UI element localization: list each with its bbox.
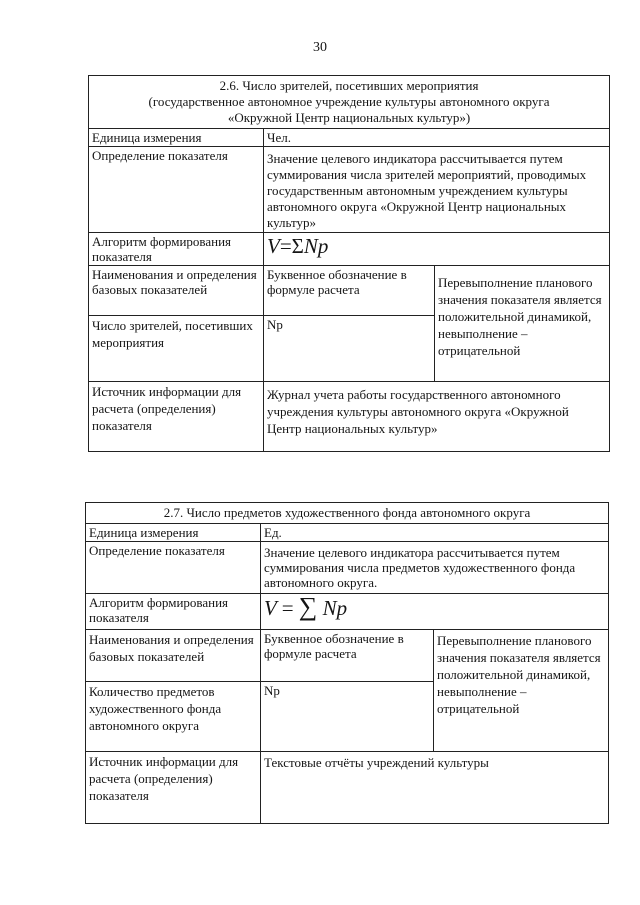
evaluation-note: Перевыполнение планового значения показателя является положительной динамикой, невыполнение – отрицательной	[434, 630, 609, 752]
unit-row	[86, 524, 609, 542]
source-value: Текстовые отчёты учреждений культуры	[261, 752, 609, 824]
title-line: «Окружной Центр национальных культур»)	[227, 110, 471, 125]
unit-value: Ед.	[261, 524, 609, 542]
table-title-row	[86, 503, 609, 524]
unit-label: Единица измерения	[89, 129, 264, 147]
formula-lhs: V	[267, 234, 280, 258]
definition-row	[86, 542, 609, 594]
title-line: 2.7. Число предметов художественного фонда автономного округа	[163, 505, 531, 520]
unit-value: Чел.	[264, 129, 610, 147]
algorithm-row	[89, 233, 610, 266]
base-name: Число зрителей, посетивших мероприятия	[89, 316, 264, 382]
indicator-table-2-6	[88, 75, 610, 452]
page-number: 30	[313, 40, 327, 55]
source-label: Источник информации для расчета (определения) показателя	[89, 382, 264, 452]
table-title-row	[89, 76, 610, 129]
base-letter: Np	[261, 682, 434, 752]
table-title	[89, 76, 610, 129]
source-row	[86, 752, 609, 824]
base-letter: Np	[264, 316, 435, 382]
formula-sigma: Σ	[291, 234, 304, 258]
algorithm-label: Алгоритм формирования показателя	[89, 233, 264, 266]
base-row	[89, 266, 610, 316]
formula-sigma: ∑	[298, 592, 318, 621]
indicator-table-2-7	[85, 502, 609, 824]
source-row	[89, 382, 610, 452]
unit-label: Единица измерения	[86, 524, 261, 542]
source-value: Журнал учета работы государственного автономного учреждения культуры автономного округа «Окружной Центр национальных культур»	[264, 382, 610, 452]
formula-lhs: V	[264, 596, 277, 620]
evaluation-note: Перевыполнение планового значения показателя является положительной динамикой, невыполнение – отрицательной	[435, 266, 610, 382]
unit-row	[89, 129, 610, 147]
formula-eq: =	[279, 234, 292, 258]
definition-label: Определение показателя	[89, 147, 264, 233]
base-name: Количество предметов художественного фонда автономного округа	[86, 682, 261, 752]
definition-row	[89, 147, 610, 233]
base-row	[86, 630, 609, 682]
title-line: (государственное автономное учреждение культуры автономного округа	[148, 94, 550, 109]
definition-label: Определение показателя	[86, 542, 261, 594]
source-label: Источник информации для расчета (определения) показателя	[86, 752, 261, 824]
formula	[267, 234, 328, 258]
letter-label: Буквенное обозначение в формуле расчета	[261, 630, 434, 682]
formula	[264, 592, 348, 621]
base-label: Наименования и определения базовых показателей	[89, 266, 264, 316]
table-title	[86, 503, 609, 524]
formula-cell	[264, 233, 610, 266]
formula-eq: =	[281, 596, 294, 620]
definition-value: Значение целевого индикатора рассчитывается путем суммирования числа зрителей мероприятий, проводимых государственным автономным учреждением культуры автономного округа «Окружной Центр национальных культур»	[264, 147, 610, 233]
definition-value: Значение целевого индикатора рассчитывается путем суммирования числа предметов художественного фонда автономного округа.	[261, 542, 609, 594]
base-label: Наименования и определения базовых показателей	[86, 630, 261, 682]
formula-rhs: Np	[303, 234, 329, 258]
algorithm-row	[86, 594, 609, 630]
formula-cell	[261, 594, 609, 630]
algorithm-label: Алгоритм формирования показателя	[86, 594, 261, 630]
title-line: 2.6. Число зрителей, посетивших мероприятия	[219, 78, 479, 93]
letter-label: Буквенное обозначение в формуле расчета	[264, 266, 435, 316]
formula-rhs: Np	[322, 596, 348, 620]
